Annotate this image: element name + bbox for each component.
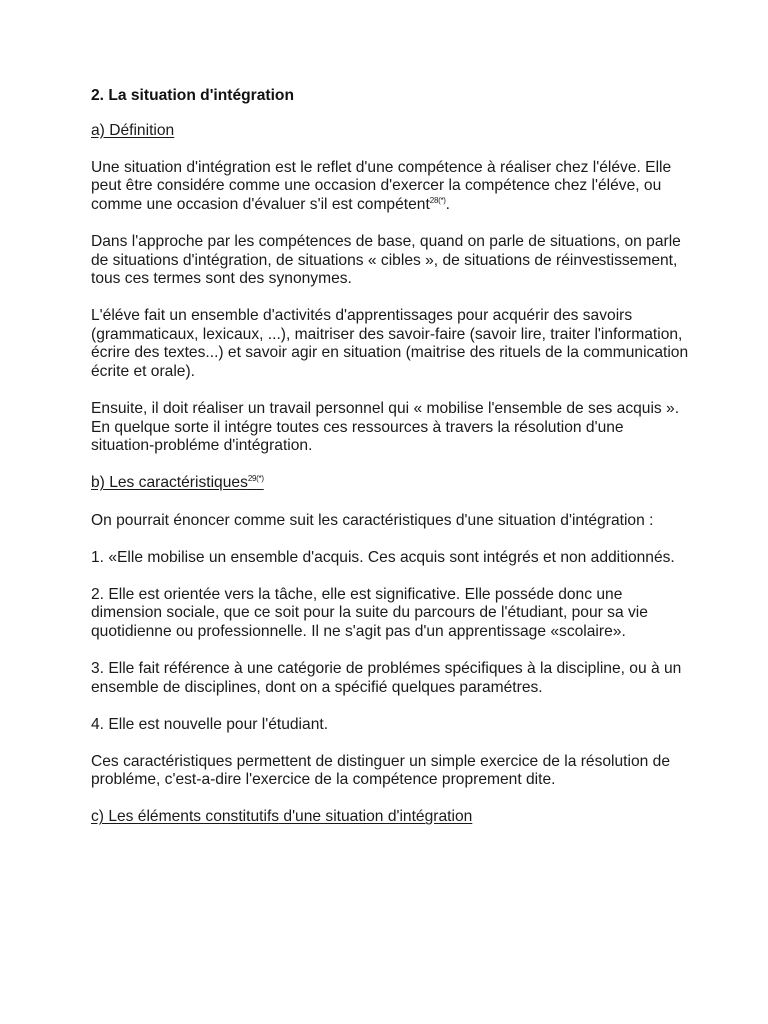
paragraph: Une situation d'intégration est le reflet d'une compétence à réaliser chez l'éléve. Elle peut être considére comme une occasion d'exercer la compétence chez l'éléve, ou comme une occasion d'évaluer s'il est compétent$^{28(*)}$.: [91, 158, 672, 213]
paragraph: L'éléve fait un ensemble d'activités d'apprentissages pour acquérir des savoirs (grammaticaux, lexicaux, ...), maitriser des savoir-faire (savoir lire, traiter l'information, écrire des textes...) et savoir agir en situation (maitrise des rituels de la communication écrite et orale).: [91, 307, 689, 381]
footnote-ref[interactable]: 29(*): [247, 474, 264, 484]
paragraph: On pourrait énoncer comme suit les caractéristiques d'une situation d'intégration :: [91, 511, 654, 529]
subsection-heading-characteristics: b) Les caractéristiques$^{29(*)}$: [91, 474, 264, 492]
footnote-ref[interactable]: 28(*): [429, 195, 446, 205]
list-item: 1. «Elle mobilise un ensemble d'acquis. Ces acquis sont intégrés et non additionnés.: [91, 548, 675, 566]
list-item: 2. Elle est orientée vers la tâche, elle est significative. Elle posséde donc une dimension sociale, que ce soit pour la suite du parcours de l'étudiant, pour sa vie quotidienne ou professionnelle. Il ne s'agit pas d'un apprentissage «scolaire».: [91, 585, 648, 640]
paragraph: Dans l'approche par les compétences de base, quand on parle de situations, on parle de situations d'intégration, de situations « cibles », de situations de réinvestissement, tous ces termes sont des synonymes.: [91, 232, 681, 288]
list-item: 3. Elle fait référence à une catégorie de problémes spécifiques à la discipline, ou à un ensemble de disciplines, dont on a spécifié quelques paramétres.: [91, 659, 682, 696]
list-item: 4. Elle est nouvelle pour l'étudiant.: [91, 715, 329, 733]
subsection-heading-definition: a) Définition: [91, 121, 175, 139]
document-page: [91, 87, 691, 846]
section-title: 2. La situation d'intégration: [91, 87, 294, 104]
subsection-heading-elements: c) Les éléments constitutifs d'une situation d'intégration: [91, 808, 473, 826]
paragraph: Ensuite, il doit réaliser un travail personnel qui « mobilise l'ensemble de ses acquis ». En quelque sorte il intégre toutes ces ressources à travers la résolution d'une situation-probléme d'intégration.: [91, 400, 680, 455]
paragraph: Ces caractéristiques permettent de distinguer un simple exercice de la résolution de probléme, c'est-a-dire l'exercice de la compétence proprement dite.: [91, 752, 671, 789]
